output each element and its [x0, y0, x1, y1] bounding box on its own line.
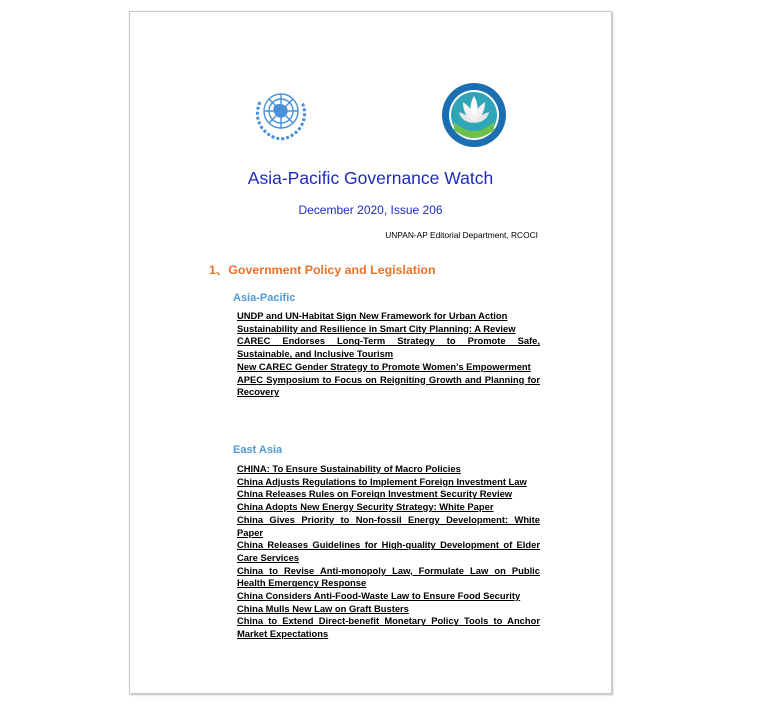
east-asia-link-list	[237, 463, 540, 641]
article-link[interactable]: China Mulls New Law on Graft Busters	[237, 602, 409, 614]
region-heading-asia-pacific: Asia-Pacific	[233, 292, 296, 304]
asia-pacific-link-list	[237, 310, 540, 399]
article-link[interactable]: China Considers Anti-Food-Waste Law to Ensure Food Security	[237, 590, 521, 602]
rcoci-magnolia-emblem-icon	[441, 82, 507, 148]
document-page	[129, 11, 612, 694]
article-link[interactable]: China Adjusts Regulations to Implement Foreign Investment Law	[237, 475, 527, 487]
article-link[interactable]: China Gives Priority to Non-fossil Energy Development: White Paper	[237, 513, 540, 538]
article-link[interactable]: CHINA: To Ensure Sustainability of Macro Policies	[237, 463, 461, 474]
issue-line: December 2020, Issue 206	[298, 203, 443, 217]
article-link[interactable]: UNDP and UN-Habitat Sign New Framework for Urban Action	[237, 310, 508, 321]
united-nations-emblem-icon	[250, 82, 312, 144]
article-link[interactable]: CAREC Endorses Long-Term Strategy to Promote Safe, Sustainable, and Inclusive Tourism	[237, 335, 540, 360]
article-link[interactable]: Sustainability and Resilience in Smart City Planning: A Review	[237, 322, 516, 334]
article-link[interactable]: New CAREC Gender Strategy to Promote Women's Empowerment	[237, 360, 531, 372]
region-heading-east-asia: East Asia	[233, 444, 283, 456]
newsletter-title: Asia-Pacific Governance Watch	[247, 168, 494, 188]
article-link[interactable]: China to Revise Anti-monopoly Law, Formulate Law on Public Health Emergency Response	[237, 564, 540, 589]
article-link[interactable]: China to Extend Direct-benefit Monetary Policy Tools to Anchor Market Expectations	[237, 615, 540, 640]
department-line: UNPAN-AP Editorial Department, RCOCI	[385, 230, 538, 240]
article-link[interactable]: China Adopts New Energy Security Strategy: White Paper	[237, 501, 494, 513]
article-link[interactable]: APEC Symposium to Focus on Reigniting Growth and Planning for Recovery	[237, 373, 540, 398]
article-link[interactable]: China Releases Rules on Foreign Investment Security Review	[237, 488, 513, 500]
section-heading: 1、Government Policy and Legislation	[209, 263, 436, 277]
article-link[interactable]: China Releases Guidelines for High-quality Development of Elder Care Services	[237, 539, 540, 563]
